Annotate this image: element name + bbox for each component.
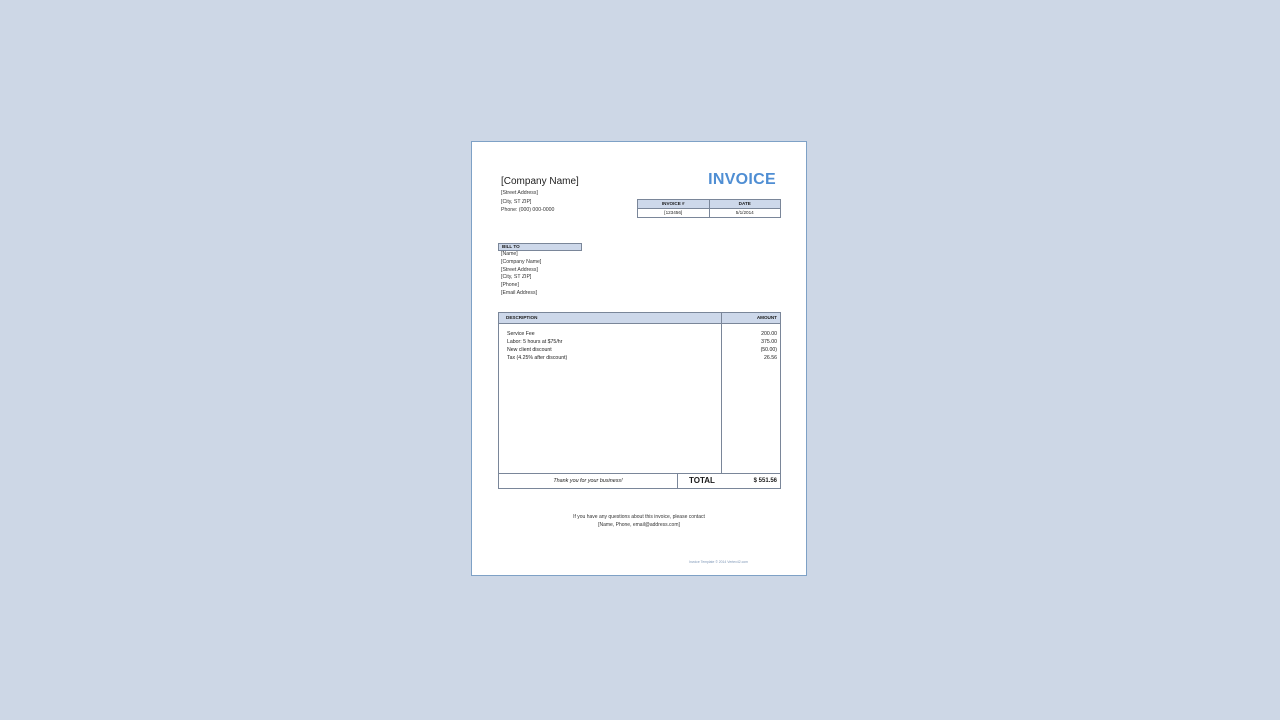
amount-header: AMOUNT xyxy=(756,315,777,320)
company-city: [City, ST ZIP] xyxy=(501,199,532,205)
bill-to-city: [City, ST ZIP] xyxy=(501,274,532,280)
bill-to-street: [Street Address] xyxy=(501,267,538,273)
copyright-note: Invoice Template © 2014 Vertex42.com xyxy=(689,560,748,564)
description-header: DESCRIPTION xyxy=(506,315,538,320)
invoice-number-value: [123456] xyxy=(664,210,683,215)
bill-to-label: BILL TO xyxy=(498,243,582,251)
totals-row xyxy=(499,473,780,488)
line-item-description: Labor: 5 hours at $75/hr xyxy=(507,339,563,345)
bill-to-company: [Company Name] xyxy=(501,259,542,265)
company-phone: Phone: (000) 000-0000 xyxy=(501,207,555,213)
bill-to-phone: [Phone] xyxy=(501,282,519,288)
bill-to-email: [Email Address] xyxy=(501,290,538,296)
line-item-row xyxy=(499,330,780,338)
company-street: [Street Address] xyxy=(501,190,538,196)
bill-to-name: [Name] xyxy=(501,251,518,257)
line-items-header xyxy=(499,313,780,324)
line-item-amount: 26.56 xyxy=(764,355,777,361)
invoice-number-label: INVOICE # xyxy=(661,201,685,206)
line-items-table xyxy=(498,312,781,489)
line-item-amount: 375.00 xyxy=(761,339,777,345)
date-value: 5/1/2014 xyxy=(709,209,781,217)
invoice-title: INVOICE xyxy=(708,171,776,188)
invoice-meta-values xyxy=(638,209,780,217)
line-item-row xyxy=(499,346,780,354)
line-item-description: Service Fee xyxy=(507,331,535,337)
contact-line-1: If you have any questions about this invoice, please contact xyxy=(573,514,705,520)
company-name: [Company Name] xyxy=(501,176,579,187)
line-item-description: New client discount xyxy=(507,347,552,353)
invoice-meta-table xyxy=(637,199,781,218)
line-item-row xyxy=(499,338,780,346)
total-value: $ 551.56 xyxy=(753,478,777,484)
invoice-page xyxy=(471,141,807,576)
line-item-amount: 200.00 xyxy=(761,331,777,337)
total-label: TOTAL xyxy=(689,476,715,485)
thank-you-note: Thank you for your business! xyxy=(499,474,678,488)
line-item-row xyxy=(499,354,780,362)
invoice-meta-header xyxy=(638,200,780,209)
line-item-amount: (50.00) xyxy=(760,347,777,353)
contact-line-2: [Name, Phone, email@address.com] xyxy=(598,522,680,528)
date-label: DATE xyxy=(709,200,781,208)
line-item-description: Tax (4.25% after discount) xyxy=(507,355,568,361)
